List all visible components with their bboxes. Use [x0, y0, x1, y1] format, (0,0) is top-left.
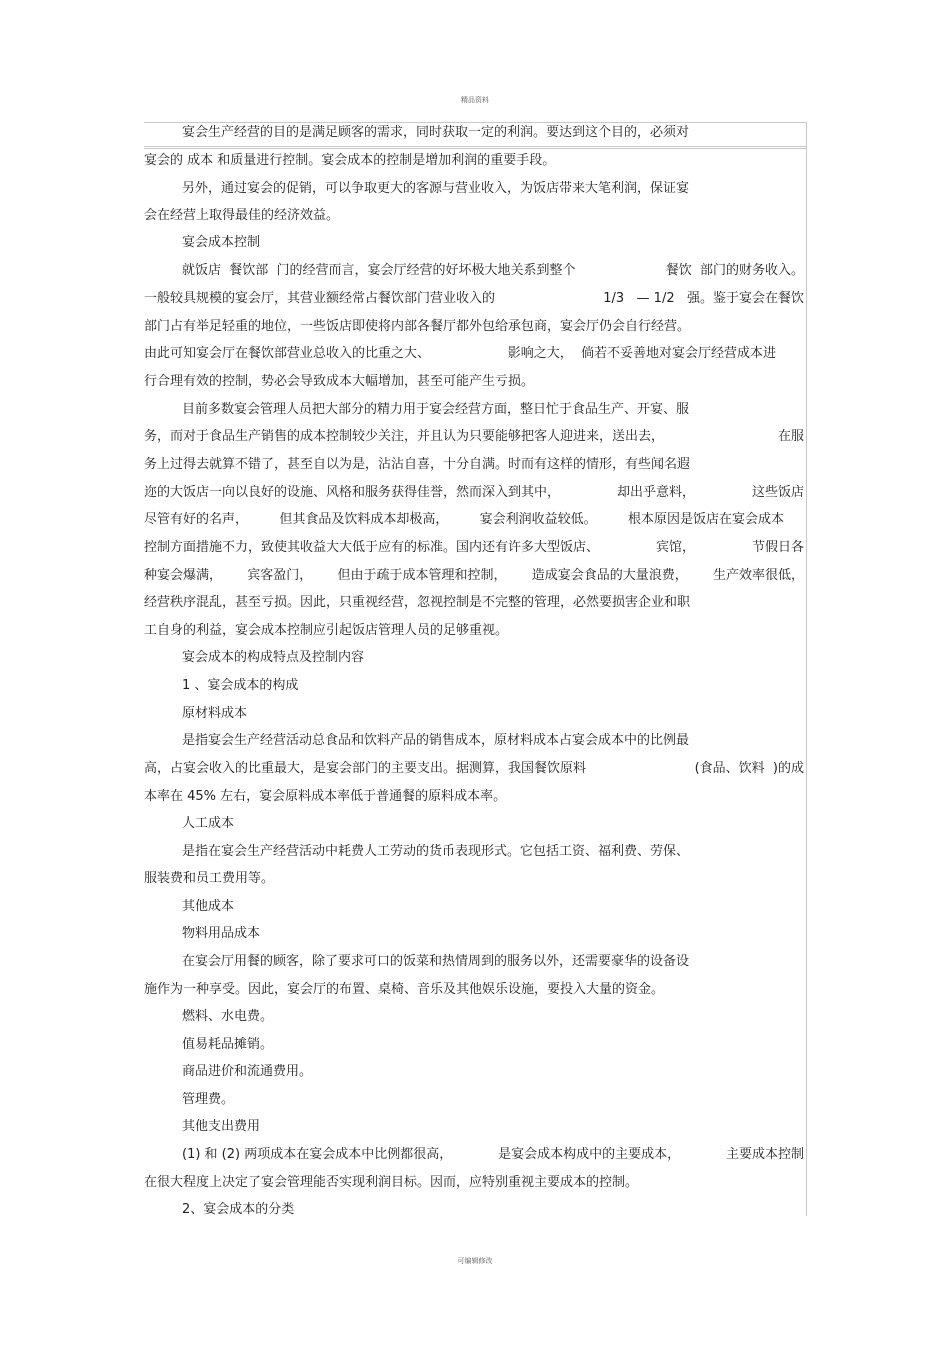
subsection-heading: 人工成本 — [182, 816, 235, 831]
text-line — [144, 429, 804, 445]
page-footer-note: 可编辑修改 — [457, 1257, 493, 1265]
text-segment: 生产效率很低， — [712, 568, 804, 583]
text-segment: 主要成本控制 — [725, 1147, 804, 1162]
subsection-heading: 原材料成本 — [182, 706, 248, 721]
subsection-heading: 其他成本 — [182, 899, 235, 914]
list-item: 商品进价和流通费用。 — [182, 1064, 313, 1079]
text-segment: 餐饮 部门的财务收入。 — [665, 263, 804, 278]
text-segment: 宾馆， — [655, 540, 695, 555]
text-segment: 根本原因是饭店在宴会成本 — [627, 512, 784, 527]
text-segment: 节假日各 — [751, 540, 804, 555]
section-heading: 2、宴会成本的分类 — [182, 1202, 295, 1217]
text-line: 另外，通过宴会的促销，可以争取更大的客源与营业收入，为饭店带来大笔利润，保证宴 — [182, 181, 690, 196]
text-line: 在很大程度上决定了宴会管理能否实现利润目标。因而，应特别重视主要成本的控制。 — [144, 1175, 639, 1190]
text-segment: 种宴会爆满， — [144, 568, 223, 583]
text-segment: 务，而对于食品生产销售的成本控制较少关注，并且认为只要能够把客人迎进来，送出去， — [144, 429, 665, 444]
text-line — [182, 263, 804, 279]
text-segment: 就饭店 餐饮部 门的经营而言，宴会厅经营的好坏极大地关系到整个 — [182, 263, 576, 278]
text-segment: 由此可知宴会厅在餐饮部营业总收入的比重之大、 — [144, 346, 431, 361]
section-heading: 宴会成本的构成特点及控制内容 — [182, 650, 365, 665]
text-segment: 迩的大饭店一向以良好的设施、风格和服务获得佳誉，然而深入到其中， — [144, 485, 561, 500]
text-segment: 是宴会成本构成中的主要成本， — [498, 1147, 681, 1162]
text-segment: 尽管有好的名声， — [144, 512, 249, 527]
text-line: 宴会的 成本 和质量进行控制。宴会成本的控制是增加利润的重要手段。 — [144, 153, 556, 168]
text-line — [144, 761, 804, 777]
text-segment: 1/3 — 1/2 强。鉴于宴会在餐饮 — [603, 291, 804, 306]
section-heading: 1 、宴会成本的构成 — [182, 678, 299, 693]
text-line: 本率在 45% 左右，宴会原料成本率低于普通餐的原料成本率。 — [144, 789, 507, 804]
text-segment: (食品、饮料 )的成 — [694, 761, 804, 776]
text-segment: 造成宴会食品的大量浪费， — [531, 568, 688, 583]
section-heading: 宴会成本控制 — [182, 235, 261, 250]
text-segment: 在服 — [777, 429, 804, 444]
text-segment: 宾客盈门， — [247, 568, 313, 583]
text-segment: 这些饭店 — [751, 485, 804, 500]
text-line: 行合理有效的控制，势必会导致成本大幅增加，甚至可能产生亏损。 — [144, 374, 535, 389]
text-segment: 影响之大， 倘若不妥善地对宴会厅经营成本进 — [507, 346, 776, 361]
text-line — [144, 346, 776, 362]
text-segment: 宴会利润收益较低。 — [479, 512, 597, 527]
page-header-note: 精品资料 — [461, 96, 489, 104]
text-line: 经营秩序混乱，甚至亏损。因此，只重视经营，忽视控制是不完整的管理，必然要损害企业和职 — [144, 595, 691, 610]
text-segment: 但由于疏于成本管理和控制， — [337, 568, 507, 583]
text-segment: 一般较具规模的宴会厅，其营业额经常占餐饮部门营业收入的 — [144, 291, 496, 306]
subsection-heading: 物料用品成本 — [182, 926, 261, 941]
text-segment: (1) 和 (2) 两项成本在宴会成本中比例都很高， — [182, 1147, 453, 1162]
text-line: 务上过得去就算不错了，甚至自以为是，沾沾自喜，十分自满。时而有这样的情形，有些闻名遐 — [144, 457, 691, 472]
text-line — [144, 512, 784, 528]
text-line — [182, 1147, 804, 1163]
text-line: 宴会生产经营的目的是满足顾客的需求，同时获取一定的利润。要达到这个目的，必须对 — [182, 125, 690, 140]
text-line — [144, 485, 804, 501]
text-line: 目前多数宴会管理人员把大部分的精力用于宴会经营方面，整日忙于食品生产、开宴、服 — [182, 402, 690, 417]
list-item: 管理费。 — [182, 1092, 235, 1107]
text-line: 工自身的利益，宴会成本控制应引起饭店管理人员的足够重视。 — [144, 623, 509, 638]
list-item: 值易耗品摊销。 — [182, 1037, 274, 1052]
text-segment: 却出乎意料， — [616, 485, 695, 500]
text-line: 服装费和员工费用等。 — [144, 871, 275, 886]
text-line — [144, 568, 804, 584]
text-line: 部门占有举足轻重的地位，一些饭店即使将内部各餐厅都外包给承包商，宴会厅仍会自行经营。 — [144, 319, 691, 334]
text-segment: 控制方面措施不力，致使其收益大大低于应有的标准。国内还有许多大型饭店、 — [144, 540, 600, 555]
text-line: 在宴会厅用餐的顾客，除了要求可口的饭菜和热情周到的服务以外，还需要豪华的设备设 — [182, 954, 690, 969]
list-item: 其他支出费用 — [182, 1119, 261, 1134]
text-line — [144, 291, 804, 307]
text-segment: 高，占宴会收入的比重最大，是宴会部门的主要支出。据测算，我国餐饮原料 — [144, 761, 587, 776]
text-line: 是指在宴会生产经营活动中耗费人工劳动的货币表现形式。它包括工资、福利费、劳保、 — [182, 844, 690, 859]
text-line: 施作为一种享受。因此，宴会厅的布置、桌椅、音乐及其他娱乐设施，要投入大量的资金。 — [144, 982, 665, 997]
text-line: 是指宴会生产经营活动总食品和饮料产品的销售成本，原材料成本占宴会成本中的比例最 — [182, 733, 690, 748]
text-segment: 但其食品及饮料成本却极高， — [279, 512, 449, 527]
text-line — [144, 540, 804, 556]
list-item: 燃料、水电费。 — [182, 1009, 274, 1024]
text-line: 会在经营上取得最佳的经济效益。 — [144, 208, 340, 223]
